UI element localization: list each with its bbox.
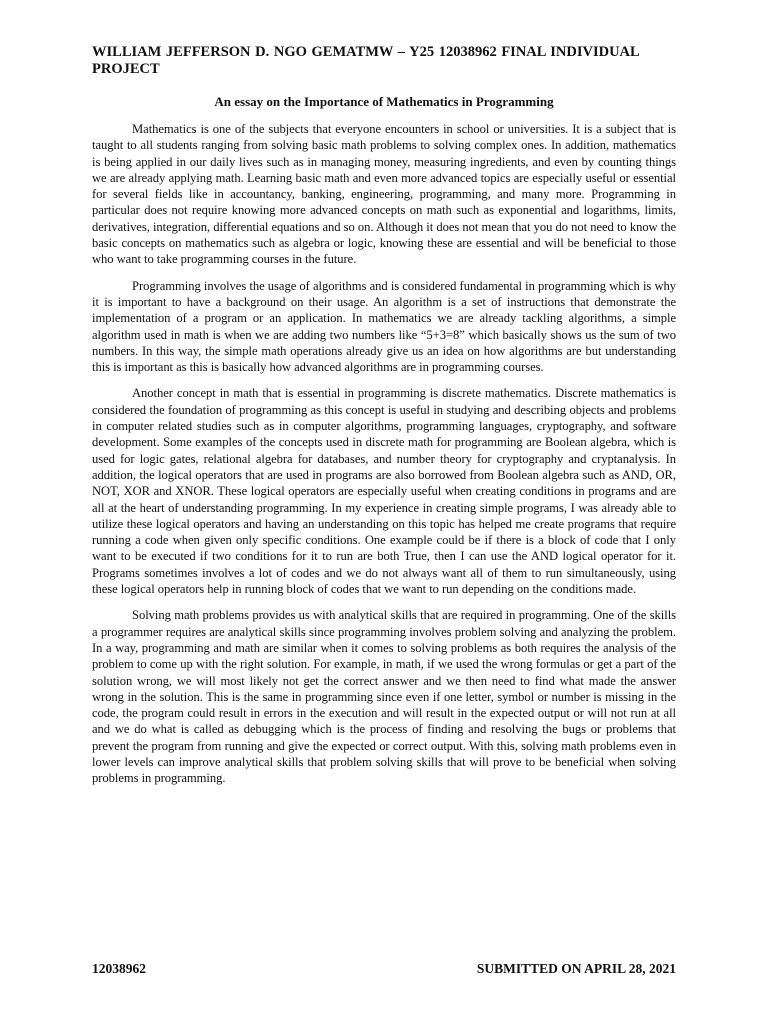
- paragraph-3: Another concept in math that is essential in programming is discrete mathematics. Discrete mathematics is considered the foundation of programming as this concept is useful in studying and describing objects and problems in computer related studies such as in computer algorithms, programming languages, cryptography, and software development. Some examples of the concepts used in discrete math for programming are Boolean algebra, which is used for logic gates, relational algebra for databases, and number theory for cryptography and cryptanalysis. In addition, the logical operators that are used in programs are also borrowed from Boolean algebra such as AND, OR, NOT, XOR and XNOR. These logical operators are especially useful when creating conditions in programs and are all at the heart of understanding programming. In my experience in creating simple programs, I was already able to utilize these logical operators and having an understanding on this topic has helped me create programs that require running a code when given only specific conditions. One example could be if there is a block of code that I only want to be executed if two conditions for it to run are both True, then I can use the AND logical operator for it. Programs sometimes involves a lot of codes and we do not always want all of them to run simultaneously, using these logical operators help in running block of codes that we want to run depending on the conditions made.: [92, 386, 676, 597]
- essay-title: An essay on the Importance of Mathematics in Programming: [214, 94, 554, 109]
- footer-student-id: 12038962: [92, 961, 146, 976]
- paragraph-2: Programming involves the usage of algorithms and is considered fundamental in programming which is why it is important to have a background on their usage. An algorithm is a set of instructions that demonstrate the implementation of a program or an application. In mathematics we are already tackling algorithms, a simple algorithm used in math is when we are adding two numbers like “5+3=8” which basically shows us the sum of two numbers. In this way, the simple math operations already give us an idea on how algorithms are but understanding this is important as this is basically how advanced algorithms are in programming courses.: [92, 278, 676, 375]
- footer-submission-date: SUBMITTED ON APRIL 28, 2021: [476, 961, 676, 976]
- document-header: WILLIAM JEFFERSON D. NGO GEMATMW – Y25 12038962 FINAL INDIVIDUAL PROJECT: [92, 44, 639, 77]
- paragraph-1: Mathematics is one of the subjects that everyone encounters in school or universities. It is a subject that is taught to all students ranging from solving basic math problems to solving complex ones. In addition, mathematics is being applied in our daily lives such as in managing money, measuring ingredients, and even by counting things we are already applying math. Learning basic math and even more advanced topics are especially useful or essential for several fields like in accountancy, banking, engineering, programming, and many more. Programming in particular does not require knowing more advanced concepts on math such as exponential and logarithms, limits, derivatives, integration, differential equations and so on. Although it does not mean that you do not need to know the basic concepts on mathematics such as algebra or logic, knowing these are essential and will be beneficial to those who want to take programming courses in the future.: [92, 122, 676, 267]
- document-footer: [92, 961, 676, 977]
- paragraph-4: Solving math problems provides us with analytical skills that are required in programming. One of the skills a programmer requires are analytical skills since programming involves problem solving and analyzing the problem. In a way, programming and math are similar when it comes to solving problems as both requires the analysis of the problem to come up with the right solution. For example, in math, if we used the wrong formulas or get a part of the solution wrong, we will most likely not get the correct answer and we then need to find what made the answer wrong in the solution. This is the same in programming since even if one letter, symbol or number is missing in the code, the program could result in errors in the execution and will result in the expected output or will not run at all and we do what is called as debugging which is the process of finding and resolving the bugs or problems that prevent the program from running and give the expected or correct output. With this, solving math problems even in lower levels can improve analytical skills that problem solving skills that will prove to be beneficial when solving problems in programming.: [92, 608, 676, 786]
